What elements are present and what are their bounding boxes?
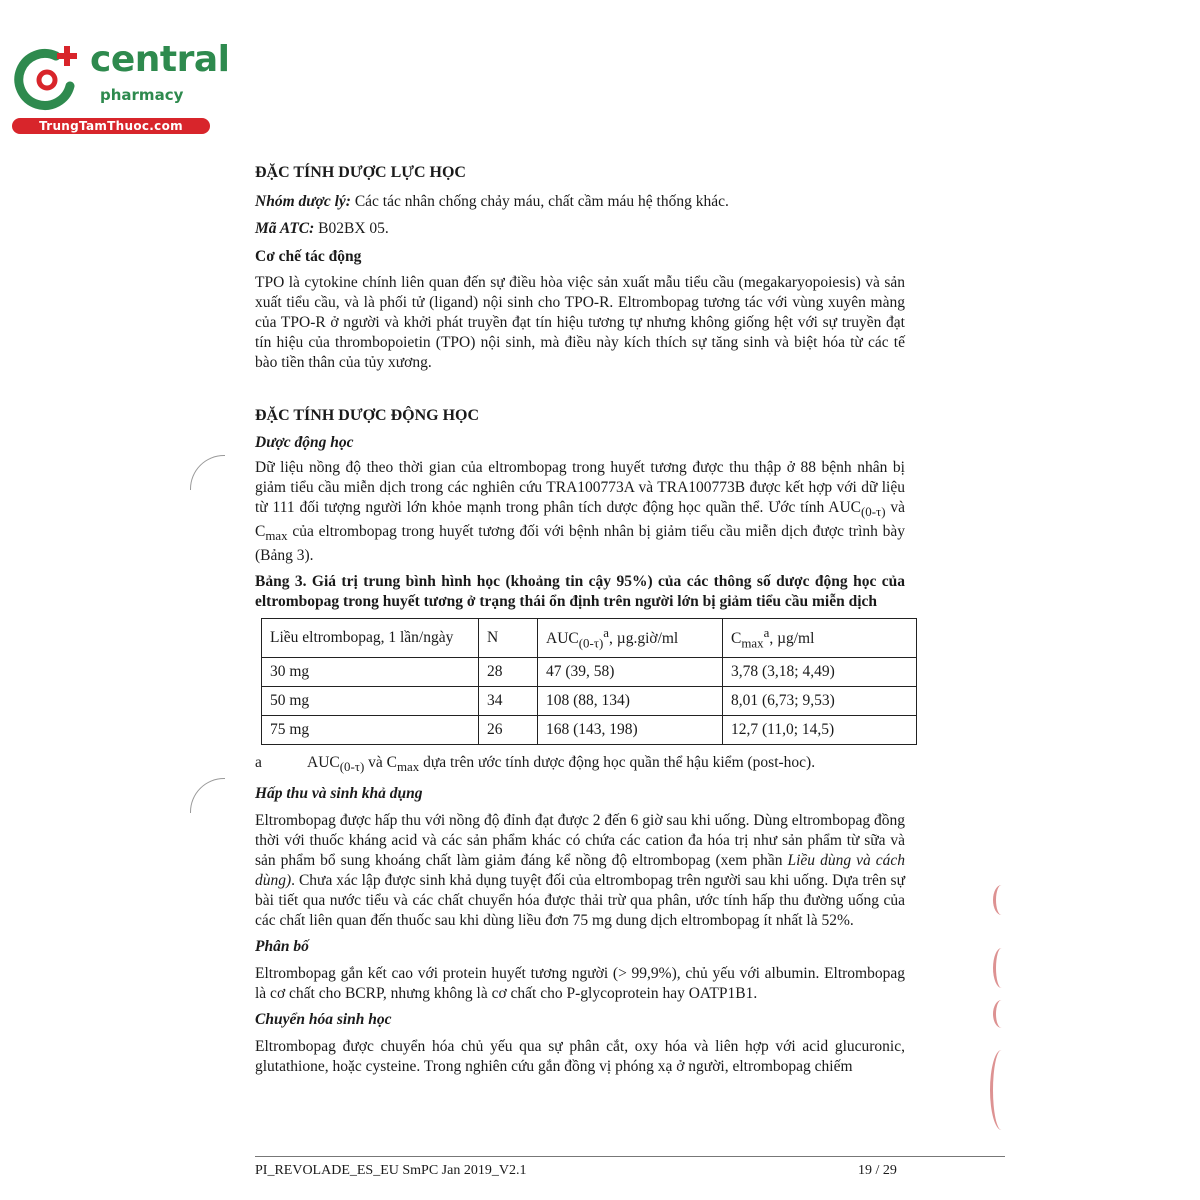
footer-document-id: PI_REVOLADE_ES_EU SmPC Jan 2019_V2.1 xyxy=(255,1163,527,1178)
cell-dose: 50 mg xyxy=(262,687,479,716)
document-body xyxy=(255,162,905,1077)
pk-paragraph: Dữ liệu nồng độ theo thời gian của eltrombopag trong huyết tương được thu thập ở 88 bệnh nhân bị giảm tiểu cầu miễn dịch trong các nghiên cứu TRA100773A và TRA100773B được kết hợp với dữ liệu từ 111 đối tượng người lớn khỏe mạnh trong phân tích dược động học quần thể. Ước tính $AUC_{(0-\tau)}$ và $C_{max}$ của eltrombopag trong huyết tương đối với bệnh nhân bị giảm tiểu cầu miễn dịch được trình bày (Bảng 3). xyxy=(255,459,905,565)
cell-cmax: 3,78 (3,18; 4,49) xyxy=(723,658,917,687)
table-header-row xyxy=(262,619,917,658)
header-auc: $AUC_{(0-\tau)}^a$, µg.giờ/ml xyxy=(538,619,723,658)
cell-dose: 75 mg xyxy=(262,716,479,745)
table-row xyxy=(262,687,917,716)
table-row xyxy=(262,716,917,745)
cell-cmax: 8,01 (6,73; 9,53) xyxy=(723,687,917,716)
binder-hole-mark xyxy=(190,455,225,490)
cell-n: 28 xyxy=(479,658,538,687)
cell-n: 34 xyxy=(479,687,538,716)
cell-n: 26 xyxy=(479,716,538,745)
atc-code: Mã ATC: B02BX 05. xyxy=(255,220,389,237)
subheading-pharmacokinetics: Dược động học xyxy=(255,434,354,451)
header-dose: Liều eltrombopag, 1 lần/ngày xyxy=(262,619,479,658)
table-caption: Bảng 3. Giá trị trung bình hình học (khoảng tin cậy 95%) của các thông số dược động học của eltrombopag trong huyết tương ở trạng thái ổn định trên người lớn bị giảm tiểu cầu miễn dịch xyxy=(255,573,905,611)
binder-hole-mark xyxy=(190,778,225,813)
subheading-absorption: Hấp thu và sinh khả dụng xyxy=(255,784,423,802)
stamp-mark xyxy=(990,1050,1013,1130)
logo-brand: central xyxy=(90,39,230,80)
table-footnote: a $AUC_{(0-\tau)}$ và $C_{max}$ dựa trên ước tính dược động học quần thể hậu kiểm (post-hoc). xyxy=(255,754,816,775)
cell-cmax: 12,7 (11,0; 14,5) xyxy=(723,716,917,745)
header-n: N xyxy=(479,619,538,658)
subheading-metabolism: Chuyển hóa sinh học xyxy=(255,1010,392,1028)
table-row xyxy=(262,658,917,687)
pharmacotherapeutic-group: Nhóm dược lý: Các tác nhân chống chảy máu, chất cầm máu hệ thống khác. xyxy=(255,193,729,210)
distribution-paragraph: Eltrombopag gắn kết cao với protein huyết tương người (> 99,9%), chủ yếu với albumin. Eltrombopag là cơ chất cho BCRP, nhưng không là cơ chất cho P-glycoprotein hay OATP1B1. xyxy=(255,964,905,1002)
logo-subtitle: pharmacy xyxy=(100,86,184,104)
cell-auc: 168 (143, 198) xyxy=(538,716,723,745)
logo-site-banner: TrungTamThuoc.com xyxy=(12,118,210,134)
cell-dose: 30 mg xyxy=(262,658,479,687)
section-title-pharmacodynamics: ĐẶC TÍNH DƯỢC LỰC HỌC xyxy=(255,164,466,181)
subheading-distribution: Phân bố xyxy=(255,937,309,955)
footer-page-number: 19 / 29 xyxy=(858,1163,897,1178)
cell-auc: 47 (39, 58) xyxy=(538,658,723,687)
stamp-mark xyxy=(993,948,1010,988)
stamp-mark xyxy=(993,885,1010,915)
absorption-paragraph: Eltrombopag được hấp thu với nồng độ đỉnh đạt được 2 đến 6 giờ sau khi uống. Dùng eltrombopag đồng thời với thuốc kháng acid và các sản phẩm khác có chứa các cation đa hóa trị như sản phẩm từ sữa và sản phẩm bổ sung khoáng chất làm giảm đáng kể nồng độ eltrombopag (xem phần Liều dùng và cách dùng). Chưa xác lập được sinh khả dụng tuyệt đối của eltrombopag trên người sau khi uống. Dựa trên sự bài tiết qua nước tiểu và các chất chuyển hóa được thải trừ qua phân, ước tính hấp thu đường uống của các chất liên quan đến thuốc sau khi dùng liều đơn 75 mg dung dịch eltrombopag ít nhất là 52%. xyxy=(255,811,905,929)
cell-auc: 108 (88, 134) xyxy=(538,687,723,716)
pk-parameters-table xyxy=(261,618,917,745)
metabolism-paragraph: Eltrombopag được chuyển hóa chủ yếu qua sự phân cắt, oxy hóa và liên hợp với acid glucuronic, glutathione, hoặc cysteine. Trong nghiên cứu gắn đồng vị phóng xạ ở người, eltrombopag chiếm xyxy=(255,1037,905,1075)
central-pharmacy-logo[interactable] xyxy=(10,38,230,136)
pharmacy-cross-icon xyxy=(12,42,82,112)
mechanism-heading: Cơ chế tác động xyxy=(255,248,362,265)
header-cmax: $C_{max}^a$, µg/ml xyxy=(723,619,917,658)
stamp-mark xyxy=(993,1000,1010,1028)
mechanism-paragraph: TPO là cytokine chính liên quan đến sự điều hòa việc sản xuất mẫu tiểu cầu (megakaryopoiesis) và sản xuất tiểu cầu, và là phối tử (ligand) nội sinh cho TPO-R. Eltrombopag tương tác với vùng xuyên màng của TPO-R ở người và khởi phát truyền đạt tín hiệu tương tự nhưng không giống hệt với sự truyền đạt tín hiệu của thrombopoietin (TPO) nội sinh, mà điều này kích thích sự tăng sinh và biệt hóa từ các tế bào tiền thân của tủy xương. xyxy=(255,274,905,371)
section-title-pharmacokinetics: ĐẶC TÍNH DƯỢC ĐỘNG HỌC xyxy=(255,407,480,424)
footer-divider xyxy=(255,1156,1005,1157)
